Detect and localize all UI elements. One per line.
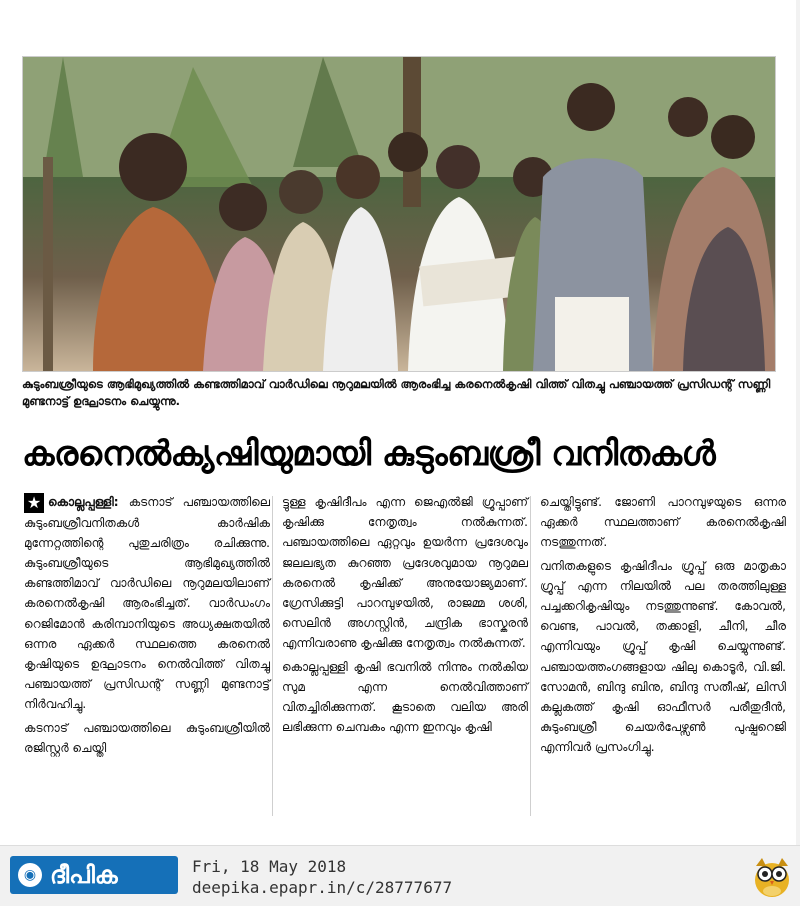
paragraph	[24, 492, 270, 715]
article-column-2	[282, 492, 528, 740]
edition-meta	[192, 856, 452, 898]
headline: കരനെൽക്യഷിയുമായി കുടുംബശ്രീ വനിതകൾ	[22, 434, 716, 474]
deepika-logo[interactable]	[10, 856, 178, 894]
logo-word: ദീപിക	[50, 861, 118, 889]
photo-illustration	[23, 57, 775, 371]
logo-mark-icon: ◉	[18, 863, 42, 887]
edition-date: Fri, 18 May 2018	[192, 857, 347, 876]
paragraph: കടനാട് പഞ്ചായത്തിലെ കുടുംബശ്രീയിൽ രജിസ്റ്റർ ചെയ്തി	[24, 720, 270, 755]
paragraph: വനിതകളുടെ കൃഷിദീപം ഗ്രൂപ്പ് ഒരു മാതൃകാ ഗ്രൂപ്പ് എന്ന നിലയിൽ പല തരത്തിലുള്ള പച്ചക്കറികൃഷിയും നടത്തുന്നുണ്ട്. കോവൽ, വെണ്ട, പാവൽ, തക്കാളി, ചീനി, ചീര എന്നിവയും ഗ്രൂപ്പ് കൃഷി ചെയ്യുന്നുണ്ട്. പഞ്ചായത്തംഗങ്ങളായ ഷിലു കൊടൂർ, വി.ജി. സോമൻ, ബിന്ദു ബിനു, ബിന്ദു സതീഷ്, ലിസി കല്ലകത്ത് കൃഷി ഓഫീസർ പരീതുദീൻ, കുടുംബശ്രീ ചെയർപേഴ്സൺ പുഷ്പറെജി എന്നിവർ പ്രസംഗിച്ചു.	[540, 558, 786, 755]
paragraph: ട്ടുള്ള കൃഷിദീപം എന്ന ജെഎൽജി ഗ്രൂപ്പാണ് കൃഷിക്കു നേതൃത്വം നൽകുന്നത്. പഞ്ചായത്തിലെ ഏറ്റവും ഉയർന്ന പ്രദേശവും ജലലഭ്യത കുറഞ്ഞ പ്രദേശവുമായ നൂറുമല കരനെൽ കൃഷിക്ക് അനുയോജ്യമാണ്. ഗ്രേസിക്കുട്ടി പാറമ്പുഴയിൽ, രാജമ്മ ശശി, സെലിൻ അഗസ്റ്റിൻ, ചന്ദ്രിക ഭാസ്കരൻ എന്നിവരാണു കൃഷിക്കു നേതൃത്വം നൽകുന്നത്.	[282, 495, 528, 651]
epaper-footer	[0, 845, 800, 906]
paragraph-text: കടനാട് പഞ്ചായത്തിലെ കുടുംബശ്രീവനിതകൾ കാർഷിക മുന്നേറ്റത്തിന്റെ പുതുചരിത്രം രചിക്കുന്നു. കുടുംബശ്രീയുടെ ആഭിമുഖ്യത്തിൽ കണ്ടത്തിമാവ് വാർഡിലെ നൂറുമലയിലാണ് കരനെൽകൃഷി ആരംഭിച്ചത്. വാർഡംഗം റെജിമോൻ കരിമ്പാനിയുടെ അധ്യക്ഷതയിൽ ഒന്നര ഏക്കർ സ്ഥലത്തെ കരനെൽ കൃഷിയുടെ ഉദ്ഘാടനം നെൽവിത്ത് വിതച്ചു പഞ്ചായത്ത് പ്രസിഡന്റ് സണ്ണി മുണ്ടനാട്ട് നിർവഹിച്ചു.	[24, 495, 270, 712]
epaper-url[interactable]: deepika.epapr.in/c/28777677	[192, 878, 453, 897]
column-divider	[530, 496, 531, 816]
article-column-3	[540, 492, 786, 761]
news-photo	[22, 56, 776, 372]
dateline: കൊല്ലപ്പള്ളി:	[48, 495, 119, 509]
article-column-1	[24, 492, 270, 761]
column-divider	[272, 496, 273, 816]
page-edge	[796, 0, 800, 905]
top-border	[0, 0, 800, 4]
owl-icon[interactable]	[752, 854, 792, 898]
paragraph: ചെയ്തിട്ടുണ്ട്. ജോണി പാറമ്പുഴയുടെ ഒന്നര ഏക്കർ സ്ഥലത്താണ് കരനെൽകൃഷി നടത്തുന്നത്.	[540, 495, 786, 550]
photo-caption: കുടുംബശ്രീയുടെ ആഭിമുഖ്യത്തിൽ കണ്ടത്തിമാവ് വാർഡിലെ നൂറുമലയിൽ ആരംഭിച്ച കരനെൽകൃഷി വിത്ത് വിതച്ചു പഞ്ചായത്ത് പ്രസിഡന്റ് സണ്ണി മുണ്ടനാട്ട് ഉദ്ഘാടനം ചെയ്യുന്നു.	[22, 377, 771, 408]
star-icon: ★	[24, 493, 44, 513]
paragraph: കൊല്ലപ്പള്ളി കൃഷി ഭവനിൽ നിന്നും നൽകിയ സുമ എന്ന നെൽവിത്താണ് വിതച്ചിരിക്കുന്നത്. കൂടാതെ വലിയ അരി ലഭിക്കുന്ന ചെമ്പകം എന്ന ഇനവും കൃഷി	[282, 659, 528, 735]
